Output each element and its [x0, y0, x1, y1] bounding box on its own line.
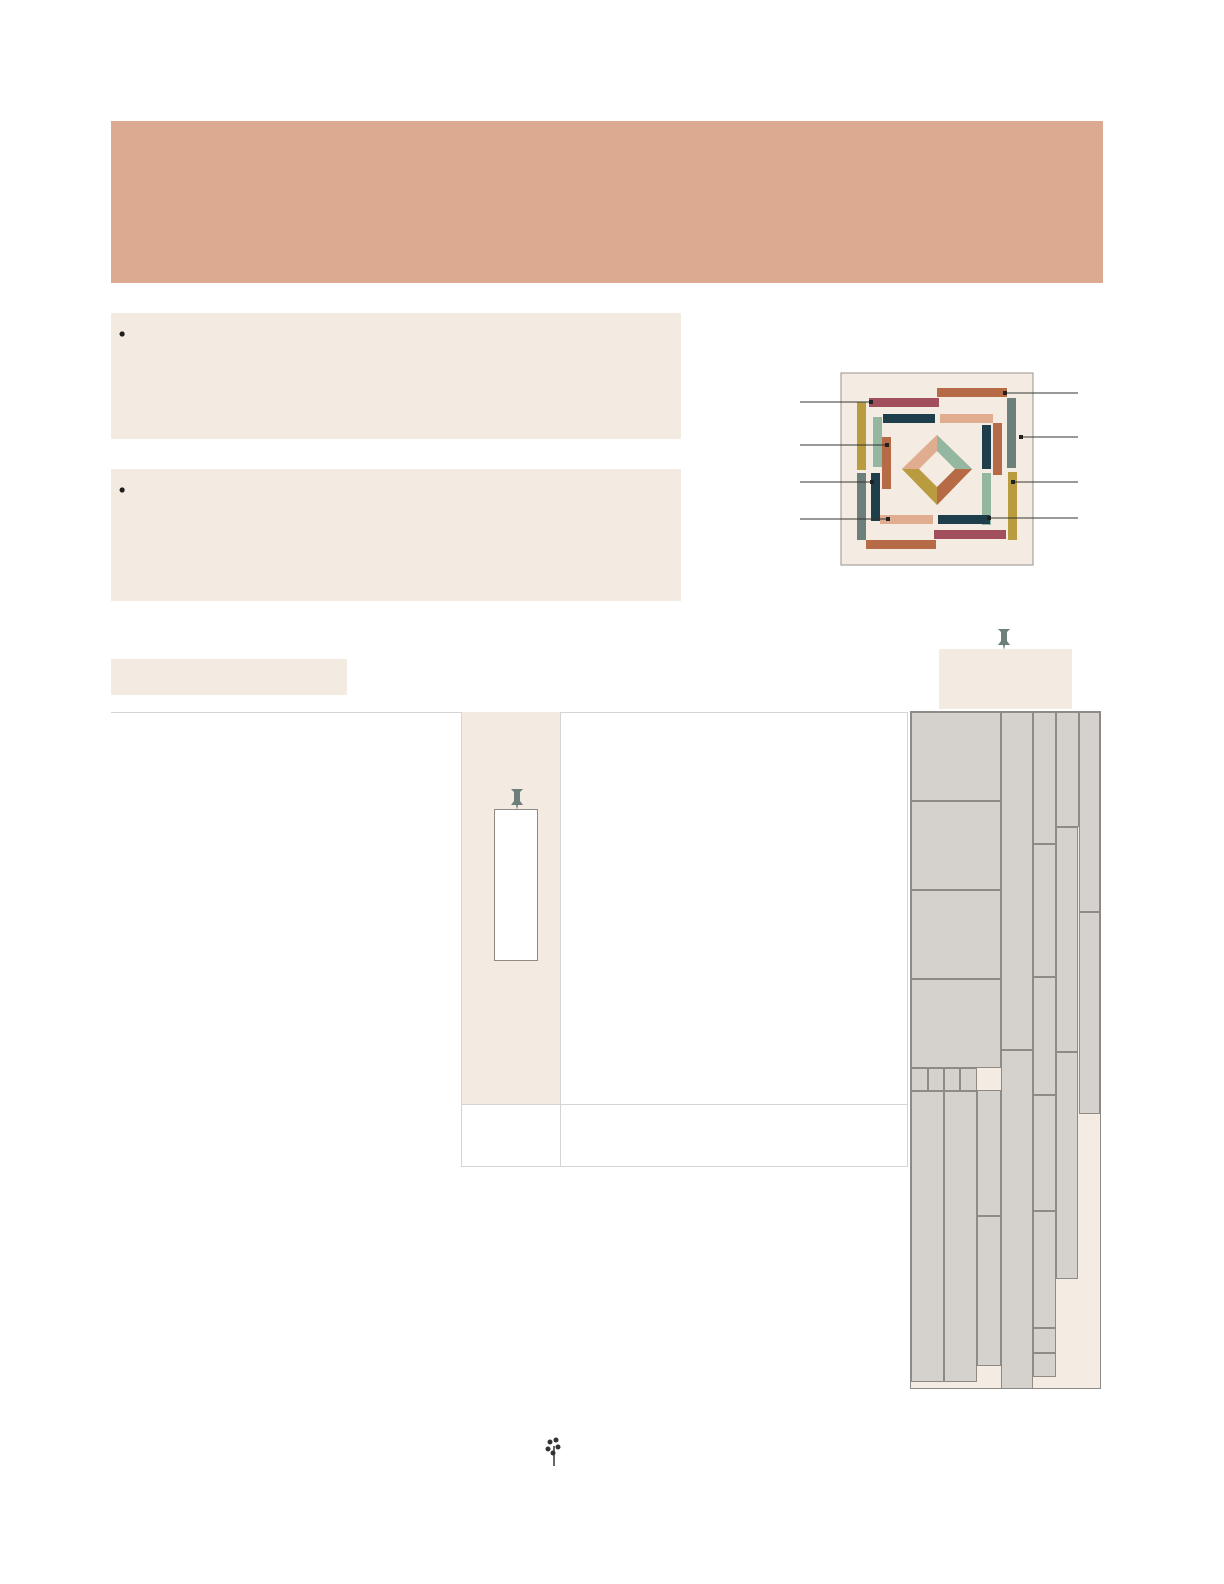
- strip-g-top: [869, 398, 939, 407]
- chart-piece: [1033, 1328, 1056, 1353]
- cushion-name: [462, 1105, 561, 1166]
- chart-piece: [1001, 1050, 1033, 1389]
- chart-piece: [1033, 844, 1056, 977]
- chart-piece: [911, 1091, 944, 1382]
- chart-piece: [911, 979, 1001, 1068]
- chart-piece: [1056, 712, 1079, 827]
- strip-f-left: [857, 473, 866, 540]
- pin-icon: [510, 788, 524, 810]
- fabric-h-column: [461, 712, 561, 1104]
- header-banner: [111, 121, 1103, 283]
- chart-piece: [911, 801, 1001, 890]
- chart-piece: [928, 1068, 944, 1091]
- chart-piece: [1079, 712, 1100, 912]
- cutting-instructions-title: [111, 659, 347, 695]
- chart-piece: [1033, 1211, 1056, 1328]
- chart-piece: [1033, 712, 1056, 844]
- chart-piece: [1056, 827, 1078, 1052]
- chart-piece: [977, 1216, 1001, 1366]
- strip-e-top: [883, 414, 935, 423]
- strip-b-right: [993, 423, 1002, 475]
- chart-piece: [911, 1068, 928, 1091]
- brand-logo: [544, 1430, 684, 1480]
- cushion-backing-row: [461, 1104, 908, 1167]
- strip-e-right: [982, 425, 991, 469]
- useful-terms-box: [111, 313, 681, 439]
- chart-piece: [1056, 1052, 1078, 1279]
- chart-piece: [944, 1091, 977, 1382]
- strip-e-bottom: [938, 515, 990, 524]
- cutting-chart-label: [939, 649, 1072, 709]
- chart-piece: [1079, 912, 1100, 1114]
- chart-piece: [977, 1090, 1001, 1216]
- chart-piece: [911, 890, 1001, 979]
- chart-piece: [1033, 977, 1056, 1095]
- see-cutting-chart-tag: [494, 809, 538, 961]
- strip-c-top: [940, 414, 993, 423]
- chart-pin-icon: [997, 628, 1011, 650]
- strip-f-right: [1007, 398, 1016, 468]
- strip-g-bottom: [934, 530, 1006, 539]
- flower-icon: [544, 1436, 564, 1466]
- strip-a-left: [873, 417, 882, 467]
- quilt-block-diagram: [790, 365, 1090, 575]
- cutting-chart: [910, 711, 1101, 1389]
- strip-b-top: [937, 388, 1007, 397]
- important-notes-box: [111, 469, 681, 601]
- chart-piece: [944, 1068, 960, 1091]
- chart-piece: [1033, 1095, 1056, 1211]
- chart-piece: [960, 1068, 977, 1091]
- chart-piece: [1001, 712, 1033, 1050]
- strip-g-left: [857, 402, 866, 470]
- chart-piece: [911, 712, 1001, 801]
- strip-b-bottom: [866, 540, 936, 549]
- chart-piece: [1033, 1353, 1056, 1377]
